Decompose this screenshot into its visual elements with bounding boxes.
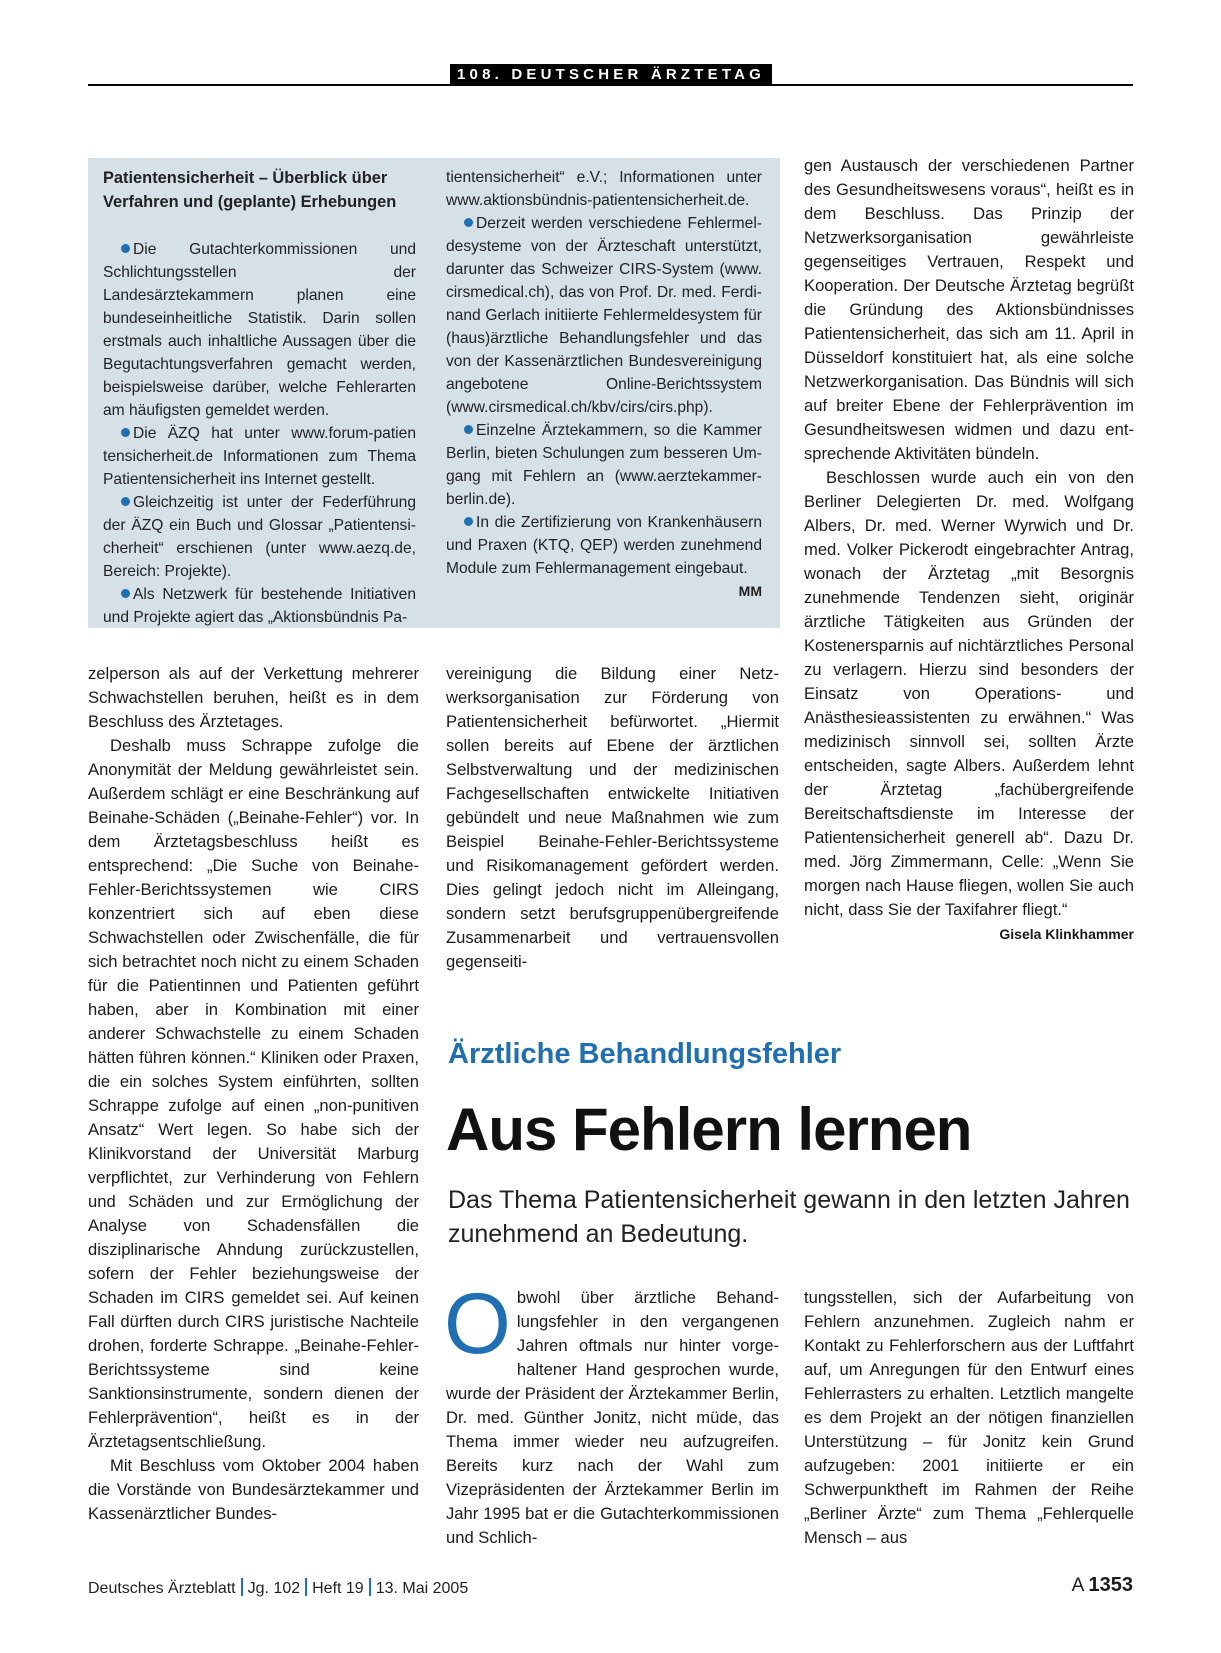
- bullet-icon: [121, 428, 130, 437]
- bullet-icon: [121, 244, 130, 253]
- separator: [369, 1578, 371, 1596]
- article-lead: Das Thema Patientensicherheit gewann in den letzten Jahren zunehmend an Bedeutung.: [448, 1186, 1130, 1248]
- article2-column-2: [804, 1286, 1134, 1550]
- infobox-item: Derzeit werden verschiedene Fehlermeldesysteme von der Ärzteschaft unterstützt, darunter das Schweizer CIRS-System (www. cirsmedical.ch), das von Prof. Dr. med. Ferdinand Gerlach initiierte Fehlermeldesystem für (haus)ärztliche Behandlungsfehler und das von der Kassenärztlichen Bundesvereinigung angebotene Online-Berichtssystem (www.cirsmedical.ch/kbv/cirs/cirs.php).: [446, 215, 762, 416]
- infobox-continuation: tientensicherheit“ e.V.; Informationen unter www.aktionsbündnis-patientensicherheit.de.: [446, 169, 762, 209]
- bullet-icon: [464, 218, 473, 227]
- article2-column-1: [444, 1276, 779, 1550]
- article1-column-2: [446, 662, 779, 974]
- infobox-item: Gleichzeitig ist unter der Federführung der ÄZQ ein Buch und Glossar „Patientensicherheit“ erschienen (unter www.aezq.de, Bereich: Projekte).: [103, 494, 416, 580]
- article-headline: Aus Fehlern lernen: [446, 1096, 972, 1163]
- bullet-icon: [121, 497, 130, 506]
- paragraph: Obwohl über ärztliche Behandlungsfehler in den vergangenen Jahren oftmals nur hinter vorgehaltener Hand gesprochen wurde, wurde der Präsident der Ärztekammer Berlin, Dr. med. Günther Jonitz, nicht müde, das Thema immer wieder neu aufzugreifen. Bereits kurz nach der Wahl zum Vizepräsidenten der Ärztekammer Berlin im Jahr 1995 bat er die Gutachterkommissionen und Schlich-: [444, 1276, 779, 1547]
- paragraph: gen Austausch der verschiedenen Partner des Gesundheitswesens voraus“, heißt es in dem Beschluss. Das Prinzip der Netzwerksorganisation gewährleiste gegenseitiges Vertrauen, Respekt und Kooperation. Der Deutsche Ärztetag begrüßt die Gründung des Aktionsbündnisses Patientensicherheit, das sich am 11. April in Düsseldorf konstituiert hat, als eine solche Netzwerkorganisation. Das Bündnis will sich auf breiter Ebene der Fehlerprävention im Gesundheitswesen widmen und dazu entsprechende Aktivitäten bündeln.: [804, 156, 1134, 463]
- drop-cap: O: [444, 1276, 511, 1372]
- paragraph: vereinigung die Bildung einer Netzwerksorganisation zur Förderung von Patientensicherheit befürwortet. „Hiermit sollen bereits auf Ebene der ärztlichen Selbstverwaltung und der medizinischen Fachgesellschaften entwickelte Initiativen gebündelt und neue Maßnahmen wie zum Beispiel Beinahe-Fehler-Berichtssysteme und Risikomanagement gefördert werden. Dies gelingt jedoch nicht im Alleingang, sondern setzt berufsgruppenübergreifende Zusammenarbeit und vertrauensvollen gegenseiti-: [446, 664, 779, 971]
- separator: [241, 1578, 243, 1596]
- infobox-item: Einzelne Ärztekammern, so die Kammer Berlin, bieten Schulungen zum besseren Umgang mit Fehlern an (www.aerztekammer-berlin.de).: [446, 422, 762, 508]
- infobox-column-2: [446, 166, 762, 603]
- journal-name: Deutsches Ärzteblatt: [88, 1580, 236, 1597]
- article1-column-1: [88, 662, 419, 1526]
- infobox-item: In die Zertifizierung von Krankenhäusern und Praxen (KTQ, QEP) werden zunehmend Module zum Fehlermanagement eingebaut. MM: [446, 511, 762, 580]
- bullet-icon: [464, 517, 473, 526]
- article-kicker: Ärztliche Behandlungsfehler: [448, 1038, 842, 1070]
- page-number: A 1353: [1071, 1574, 1133, 1596]
- bullet-icon: [121, 589, 130, 598]
- paragraph: Deshalb muss Schrappe zufolge die Anonymität der Meldung gewährleistet sein. Außerdem schlägt er eine Beschränkung auf Beinahe-Schäden („Beinahe-Fehler“) vor. In dem Ärztetagsbeschluss heißt es entsprechend: „Die Suche von Beinahe-Fehler-Berichtssystemen wie CIRS konzentriert sich auf eben diese Schwachstellen oder Zwischenfälle, die für sich betrachtet noch nicht zu einem Schaden für die Patientinnen und Patienten geführt haben, aber in Kombination mit einer anderer Schwachstelle zu einem Schaden hätten führen können.“ Kliniken oder Praxen, die ein solches System einführten, sollten Schrappe zufolge auf einen „non-punitiven Ansatz“ Wert legen. So habe sich der Klinikvorstand der Universität Marburg verpflichtet, zur Verhinderung von Fehlern und Schäden und zur Ermöglichung der Analyse von Schadensfällen die disziplinarische Ahndung zurückzustellen, sofern der Fehler beziehungsweise der Schaden im CIRS gemeldet sei. Auf keinen Fall dürften durch CIRS juristische Nachteile drohen, forderte Schrappe. „Beinahe-Fehler-Berichtssysteme sind keine Sanktionsinstrumente, sondern dienen der Fehlerprävention“, heißt es in der Ärztetagsentschließung.: [88, 736, 419, 1451]
- infobox-item: Die Gutachterkommissionen und Schlichtungsstellen der Landesärztekammern planen eine bundeseinheitliche Statistik. Darin sollen erstmals auch inhaltliche Aussagen über die Begutachtungsverfahren gemacht werden, beispielsweise darüber, welche Fehlerarten am häufigsten gemeldet werden.: [103, 241, 416, 419]
- footer-citation: [88, 1578, 468, 1598]
- paragraph: zelperson als auf der Verkettung mehrerer Schwachstellen beruhen, heißt es in dem Beschluss des Ärztetages.: [88, 664, 419, 731]
- volume: Jg. 102: [247, 1580, 301, 1597]
- paragraph: tungsstellen, sich der Aufarbeitung von Fehlern anzunehmen. Zugleich nahm er Kontakt zu Fehlerforschern aus der Luftfahrt auf, um Anregungen für den Entwurf eines Fehlerrasters zu erhalten. Letztlich mangelte es dem Projekt an der nötigen finanziellen Unterstützung – für Jonitz kein Grund aufzugeben: 2001 initiierte er ein Schwerpunktheft im Rahmen der Reihe „Berliner Ärzte“ zum Thema „Fehlerquelle Mensch – aus: [804, 1288, 1134, 1547]
- issue: Heft 19: [312, 1580, 364, 1597]
- infobox-item: Die ÄZQ hat unter www.forum-patien tensicherheit.de Informationen zum Thema Patientensicherheit ins Internet gestellt.: [103, 425, 416, 488]
- infobox-column-1: [103, 166, 416, 629]
- infobox-signature: MM: [738, 583, 762, 599]
- infobox-item: Als Netzwerk für bestehende Initiativen und Projekte agiert das „Aktionsbündnis Pa-: [103, 586, 416, 626]
- issue-date: 13. Mai 2005: [375, 1580, 469, 1597]
- bullet-icon: [464, 425, 473, 434]
- paragraph: Mit Beschluss vom Oktober 2004 haben die Vorstände von Bundesärztekammer und Kassenärztlicher Bundes-: [88, 1456, 419, 1523]
- paragraph: Beschlossen wurde auch ein von den Berliner Delegierten Dr. med. Wolfgang Albers, Dr. med. Werner Wyrwich und Dr. med. Volker Pickerodt eingebrachter Antrag, wonach der Ärztetag „mit Besorgnis zunehmende Tendenzen sieht, originär ärztliche Tätigkeiten aus Gründen der Kostenersparnis auf nichtärztliches Personal zu verlagern. Hierzu sind besonders der Einsatz von Operations- und Anästhesieassistenten zu erwähnen.“ Was medizinisch sinnvoll sei, sollten Ärzte entscheiden, sagte Albers. Außerdem lehnt der Ärztetag „fachübergreifende Bereitschaftsdienste im Interesse der Patientensicherheit generell ab“. Dazu Dr. med. Jörg Zimmermann, Celle: „Wenn Sie morgen nach Hause fliegen, wollen Sie auch nicht, dass Sie der Taxifahrer fliegt.“ Gisela Klinkhammer: [804, 466, 1134, 922]
- infobox-title: Patientensicherheit – Überblick über Verfahren und (geplante) Erhebungen: [103, 169, 397, 211]
- section-header: 108. DEUTSCHER ÄRZTETAG: [450, 64, 772, 86]
- article1-column-3: [804, 154, 1134, 946]
- separator: [305, 1578, 307, 1596]
- author-signature: Gisela Klinkhammer: [999, 926, 1134, 942]
